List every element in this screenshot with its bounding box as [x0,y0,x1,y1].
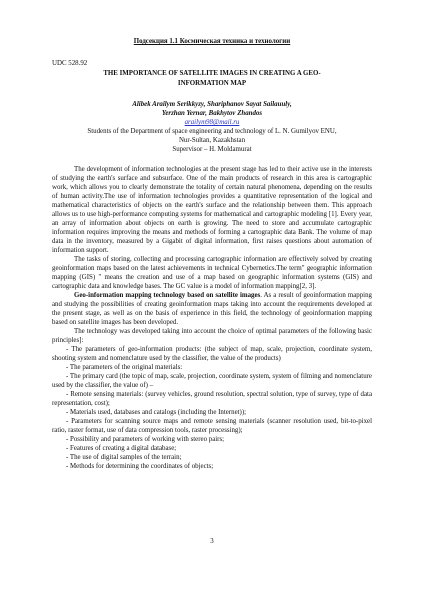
list-item: - Materials used, databases and catalogs (including the Internet)); [66,409,247,416]
paragraph-3 [52,291,372,327]
affiliation-line-2: Nur-Sultan, Kazakhstan [178,137,246,144]
paragraph-1: The development of information technologies at the present stage has led to their active use in the interests of studying the earth's surface and subsurface. One of the main products of research in this area is cartographic work, which allows you to clearly demonstrate the totality of certain natural phenomena, depending on the results of human activity.The use of information technologies provides a quantitative representation of the logical and mathematical characteristics of objects on the earth's surface and the relationship between them. This approach allows us to use high-performance computing systems for mathematical and cartographic modeling [1]. Every year, an array of information about objects on earth is growing. The need to store and accumulate cartographic information requires improving the means and methods of forming a cartographic data Bank. The volume of map data in the inventory, measured by a Gigabit of digital information, first raises questions about automation of information support. [52,166,372,254]
paragraph-3-rest: . As a result of geoinformation mapping and studying the possibilities of creating geoinformation maps taking into account the requirements developed at the present stage, as well as on the basis of experience in this field, the technology of geoinformation mapping based on satellite images has been developed. [52,292,372,326]
list-item: - The parameters of geo-information products: (the subject of map, scale, projection, coordinate system, shooting system and nomenclature used by the classifier, the value of the products) [52,346,372,362]
page-number: 3 [210,538,214,545]
udc-code: UDC 528.92 [52,60,88,67]
list-item: - The use of digital samples of the terrain; [66,454,182,461]
paragraph-2: The tasks of storing, collecting and processing cartographic information are effectively solved by creating geoinformation maps based on the latest achievements in technical Cybernetics.The term" geographic information mapping (GIS) " means the creation and use of a map based on geographic information systems (GIS) and cartographic data and knowledge bases. The GC value is a model of information mapping[2, 3]. [52,256,372,290]
list-item: - Parameters for scanning source maps and remote sensing materials (scanner resolution used, bit-to-pixel ratio, raster format, use of data compression tools, raster processing); [52,418,372,434]
list-item: - Methods for determining the coordinates of objects; [66,463,214,470]
section-header: Подсекция 1.1 Космическая техника и технологии [133,38,291,45]
author-email-link[interactable]: arailym98@mail.ru [184,119,240,126]
list-item: - Features of creating a digital database; [66,445,177,452]
list-item: - The parameters of the original materials: [66,364,183,371]
list-item: - The primary card (the topic of map, scale, projection, coordinate system, system of filming and nomenclature used by the classifier, the value of) – [52,373,372,389]
authors-line-2: Yerzhan Yernar, Bakhytov Zhandos [161,110,263,117]
paragraph-3-bold-lead: Geo-information mapping technology based on satellite images [74,292,261,299]
list-item: - Possibility and parameters of working with stereo pairs; [66,436,225,443]
paper-page [52,37,372,471]
paragraph-4: The technology was developed taking into account the choice of optimal parameters of the following basic principles]: [52,328,372,344]
list-item: - Remote sensing materials: (survey vehicles, ground resolution, spectral solution, type of survey, type of data representation, cost); [52,391,372,407]
authors-line-1: Alibek Arailym Serikkyzy, Shariphanov Sayat Sailauuly, [132,101,292,108]
paper-title-line-2: INFORMATION MAP [177,80,247,87]
paper-body [52,165,372,471]
paper-title-line-1: THE IMPORTANCE OF SATELLITE IMAGES IN CREATING A GEO- [103,70,321,77]
affiliation-line-1: Students of the Department of space engineering and technology of L. N. Gumilyov ENU, [87,128,337,135]
supervisor-line: Supervisor – H. Moldamurat [172,146,252,153]
